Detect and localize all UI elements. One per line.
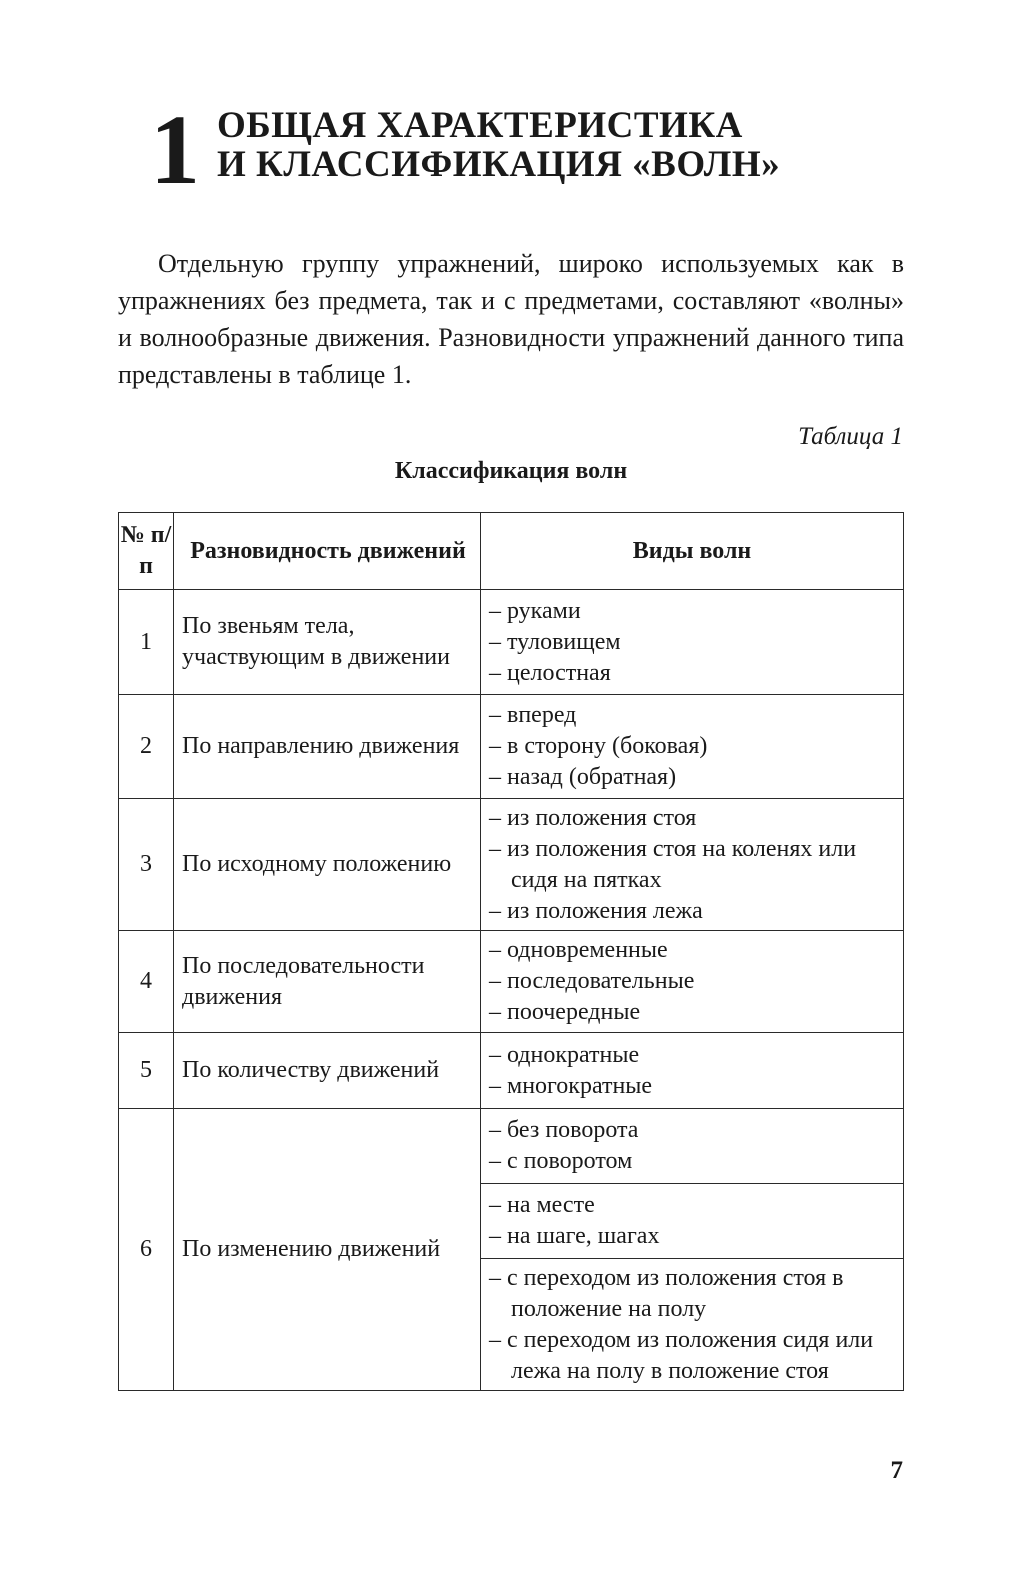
table-header-row (119, 513, 904, 590)
header-num: № п/п (119, 513, 174, 590)
row-movement-type: По исходному положению (174, 799, 481, 931)
table-row (119, 931, 904, 1033)
table-body (119, 590, 904, 1391)
wave-kind-item: – целостная (489, 659, 611, 686)
classification-table (118, 512, 904, 1391)
table-title: Классификация волн (394, 458, 628, 484)
row-movement-type: По последовательности движения (174, 931, 481, 1033)
wave-kind-item: – из положения лежа (489, 897, 703, 924)
header-kinds: Виды волн (481, 513, 904, 590)
wave-kind-item: – с переходом из положения сидя или лежа на полу в положение стоя (489, 1326, 874, 1384)
row-number: 3 (119, 799, 174, 931)
chapter-title (217, 106, 780, 184)
wave-kind-item: – назад (обратная) (489, 764, 677, 790)
table-row (119, 1033, 904, 1109)
row-wave-kinds (481, 799, 904, 931)
row-wave-kinds (481, 590, 904, 695)
row-number: 1 (119, 590, 174, 695)
row-movement-type: По изменению движений (174, 1109, 481, 1391)
header-type: Разновидность движений (174, 513, 481, 590)
row-number: 5 (119, 1033, 174, 1109)
table-row (119, 590, 904, 695)
wave-kind-item: – без поворота (489, 1117, 639, 1143)
chapter-title-line-1: ОБЩАЯ ХАРАКТЕРИСТИКА (217, 105, 743, 146)
wave-kind-item: – на шаге, шагах (489, 1223, 660, 1249)
wave-kind-item: – однократные (489, 1041, 640, 1068)
wave-kind-item: – из положения стоя (489, 804, 697, 831)
row-movement-type: По звеньям тела, участвующим в движении (174, 590, 481, 695)
table-row (119, 1109, 904, 1184)
page-number: 7 (890, 1457, 903, 1484)
wave-kind-item: – на месте (489, 1192, 595, 1218)
intro-paragraph: Отдельную группу упражнений, широко используемых как в упражнениях без предмета, так и с предметами, составляют «волны» и волнообразные движения. Разновидности упражнений данного типа представлены в таблице 1. (118, 249, 904, 389)
wave-kind-item: – с поворотом (489, 1148, 633, 1174)
wave-kind-item: – руками (489, 597, 581, 624)
row-wave-kinds (481, 1259, 904, 1391)
row-number: 6 (119, 1109, 174, 1391)
row-wave-kinds (481, 1184, 904, 1259)
row-movement-type: По направлению движения (174, 695, 481, 799)
row-movement-type: По количеству движений (174, 1033, 481, 1109)
wave-kind-item: – многократные (489, 1072, 653, 1099)
row-wave-kinds (481, 695, 904, 799)
wave-kind-item: – вперед (489, 702, 577, 728)
wave-kind-item: – с переходом из положения стоя в положение на полу (489, 1264, 844, 1322)
row-wave-kinds (481, 1033, 904, 1109)
row-wave-kinds (481, 1109, 904, 1184)
table-caption: Таблица 1 (798, 423, 903, 450)
row-number: 4 (119, 931, 174, 1033)
wave-kind-item: – одновременные (489, 937, 668, 963)
wave-kind-item: – в сторону (боковая) (489, 733, 708, 759)
wave-kind-item: – последовательные (489, 968, 695, 994)
row-wave-kinds (481, 931, 904, 1033)
row-number: 2 (119, 695, 174, 799)
wave-kind-item: – туловищем (489, 628, 621, 655)
chapter-title-line-2: И КЛАССИФИКАЦИЯ «ВОЛН» (217, 144, 781, 185)
chapter-number: 1 (150, 94, 200, 205)
table-row (119, 695, 904, 799)
wave-kind-item: – поочередные (489, 999, 641, 1025)
table-row (119, 799, 904, 931)
wave-kind-item: – из положения стоя на коленях или сидя на пятках (489, 835, 857, 893)
